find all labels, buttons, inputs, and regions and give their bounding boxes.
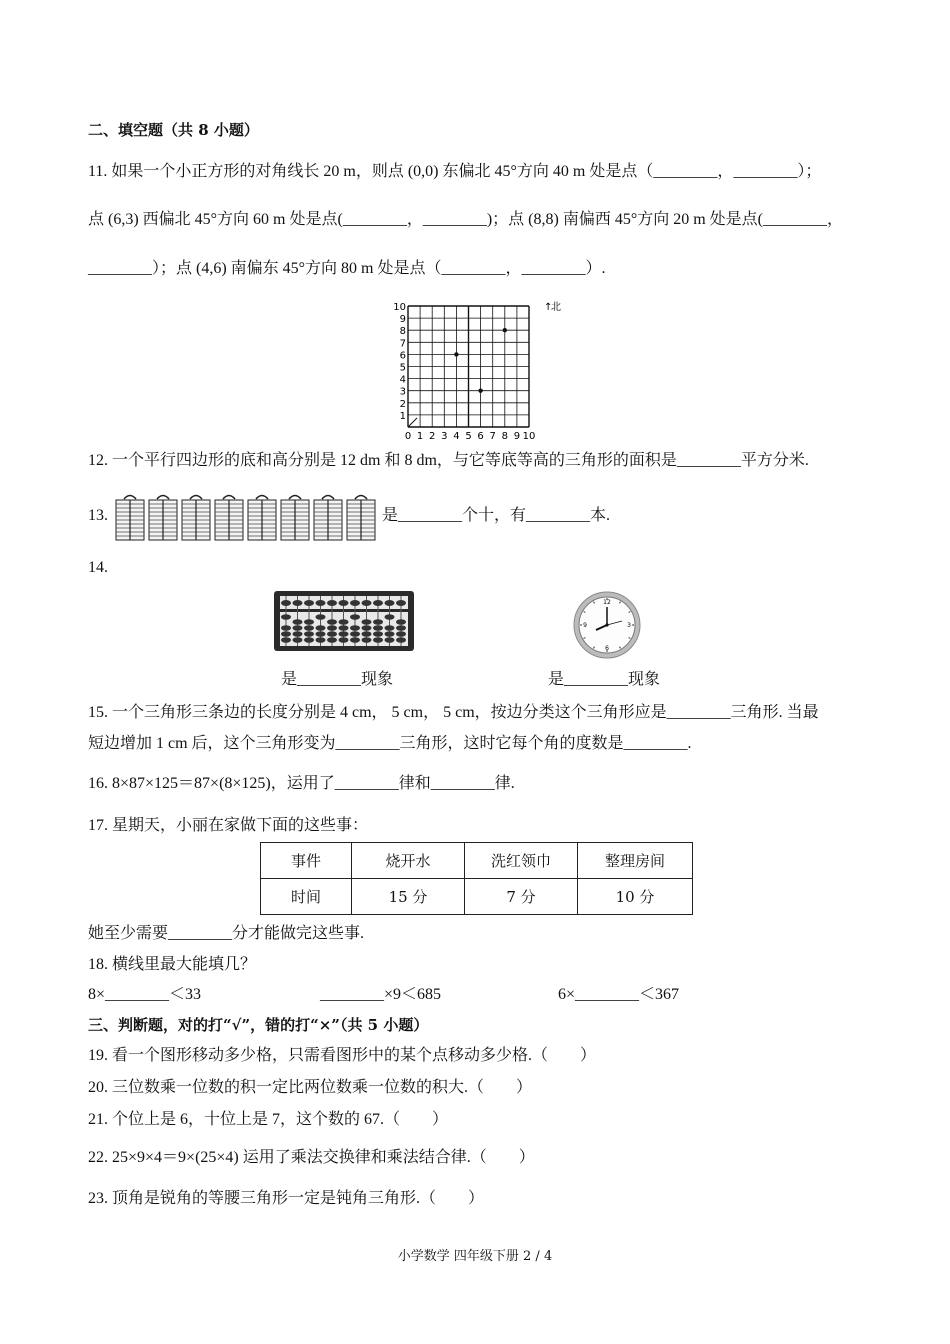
clock-number-12: 12 bbox=[603, 599, 611, 606]
question-13-text: 是________个十，有________本. bbox=[382, 507, 611, 524]
table-cell: 7 分 bbox=[465, 879, 578, 915]
table-cell: 事件 bbox=[261, 843, 352, 879]
grid-y-label: 10 bbox=[393, 302, 406, 313]
question-16: 16. 8×87×125＝87×(8×125)，运用了________律和________律. bbox=[88, 775, 515, 792]
grid-y-label: 1 bbox=[399, 410, 406, 422]
question-21: 21. 个位上是 6，十位上是 7，这个数的 67.（ ） bbox=[88, 1111, 449, 1128]
book-bundle bbox=[281, 496, 309, 541]
question-18-text: 18. 横线里最大能填几？ bbox=[88, 956, 257, 973]
question-19: 19. 看一个图形移动多少格，只需看图形中的某个点移动多少格.（ ） bbox=[88, 1047, 597, 1064]
table-row bbox=[261, 879, 693, 915]
table-row bbox=[261, 843, 693, 879]
clock-number-9: 9 bbox=[583, 622, 587, 629]
grid-x-label: 10 bbox=[522, 431, 536, 442]
question-20: 20. 三位数乘一位数的积一定比两位数乘一位数的积大.（ ） bbox=[88, 1079, 533, 1096]
book-bundle bbox=[347, 496, 375, 541]
question-23: 23. 顶角是锐角的等腰三角形一定是钝角三角形.（ ） bbox=[88, 1190, 485, 1207]
question-15-line-1: 15. 一个三角形三条边的长度分别是 4 cm， 5 cm， 5 cm，按边分类这个三角形应是________三角形. 当最 bbox=[88, 704, 819, 721]
grid-x-label: 0 bbox=[404, 431, 412, 442]
grid-x-label: 1 bbox=[416, 431, 424, 442]
question-12: 12. 一个平行四边形的底和高分别是 12 dm 和 8 dm，与它等底等高的三角形的面积是________平方分米. bbox=[88, 452, 809, 469]
question-15-line-2: 短边增加 1 cm 后，这个三角形变为________三角形，这时它每个角的度数是________. bbox=[88, 735, 692, 752]
north-label: 北 bbox=[551, 302, 561, 313]
clock-number-3: 3 bbox=[627, 622, 631, 629]
table-cell: 烧开水 bbox=[352, 843, 465, 879]
section-2-title: 二、填空题（共 8 小题） bbox=[88, 121, 259, 139]
question-17-text: 17. 星期天，小丽在家做下面的这些事： bbox=[88, 817, 369, 834]
question-14-caption-2: 是________现象 bbox=[548, 671, 661, 688]
book-bundle bbox=[116, 496, 144, 541]
book-bundle bbox=[215, 496, 243, 541]
grid-x-label: 5 bbox=[465, 431, 472, 442]
grid-point bbox=[503, 328, 507, 332]
grid-x-label: 2 bbox=[429, 431, 436, 442]
table-cell: 洗红领巾 bbox=[465, 843, 578, 879]
north-arrow-icon: ↑ bbox=[544, 302, 553, 313]
question-11-line-2: 点 (6,3) 西偏北 45°方向 60 m 处是点(________，________)；点 (8,8) 南偏西 45°方向 20 m 处是点(________， bbox=[88, 211, 843, 228]
grid-y-label: 3 bbox=[399, 386, 406, 398]
question-17-after: 她至少需要________分才能做完这些事. bbox=[88, 925, 365, 942]
question-14-number: 14. bbox=[88, 559, 108, 576]
abacus-image bbox=[273, 590, 415, 656]
grid-x-label: 8 bbox=[501, 431, 508, 442]
grid-y-label: 7 bbox=[399, 338, 406, 350]
question-17-table bbox=[260, 842, 693, 915]
diagonal-segment bbox=[408, 418, 417, 427]
page-footer: 小学数学 四年级下册 2 / 4 bbox=[397, 1249, 553, 1264]
book-bundle bbox=[149, 496, 177, 541]
table-cell: 10 分 bbox=[578, 879, 693, 915]
grid-y-label: 2 bbox=[399, 398, 406, 410]
coordinate-grid bbox=[393, 298, 573, 444]
grid-y-label: 8 bbox=[399, 326, 406, 338]
grid-y-label: 6 bbox=[399, 350, 406, 362]
grid-x-label: 7 bbox=[489, 431, 496, 442]
question-14-caption-1: 是________现象 bbox=[281, 671, 394, 688]
question-18-item-3: 6×________＜367 bbox=[558, 986, 680, 1003]
grid-x-label: 4 bbox=[453, 431, 460, 442]
grid-y-label: 9 bbox=[399, 314, 406, 326]
grid-point bbox=[454, 352, 458, 356]
grid-y-label: 5 bbox=[399, 362, 406, 374]
grid-point bbox=[478, 389, 482, 393]
question-11-line-3: ________）；点 (4,6) 南偏东 45°方向 80 m 处是点（________，________）. bbox=[88, 260, 606, 277]
coordinate-grid-figure bbox=[393, 298, 573, 448]
clock-number-6: 6 bbox=[605, 645, 609, 652]
grid-y-label: 4 bbox=[399, 374, 406, 386]
grid-x-label: 9 bbox=[513, 431, 521, 442]
grid-x-label: 6 bbox=[477, 431, 484, 442]
question-22: 22. 25×9×4＝9×(25×4) 运用了乘法交换律和乘法结合律.（ ） bbox=[88, 1149, 535, 1166]
table-cell: 整理房间 bbox=[578, 843, 693, 879]
question-18-item-1: 8×________＜33 bbox=[88, 986, 202, 1003]
question-13-number: 13. bbox=[88, 507, 108, 524]
question-11-line-1: 11. 如果一个小正方形的对角线长 20 m，则点 (0,0) 东偏北 45°方向 40 m 处是点（________，________）； bbox=[88, 163, 822, 180]
book-bundle bbox=[314, 496, 342, 541]
table-cell: 时间 bbox=[261, 879, 352, 915]
book-bundle bbox=[248, 496, 276, 541]
book-bundles-image bbox=[114, 492, 382, 546]
wall-clock-image bbox=[572, 590, 642, 664]
table-cell: 15 分 bbox=[352, 879, 465, 915]
book-bundle bbox=[182, 496, 210, 541]
section-3-title: 三、判断题，对的打“√”，错的打“×”（共 5 小题） bbox=[88, 1016, 429, 1034]
grid-x-label: 3 bbox=[441, 431, 448, 442]
question-18-item-2: ________×9＜685 bbox=[320, 986, 442, 1003]
